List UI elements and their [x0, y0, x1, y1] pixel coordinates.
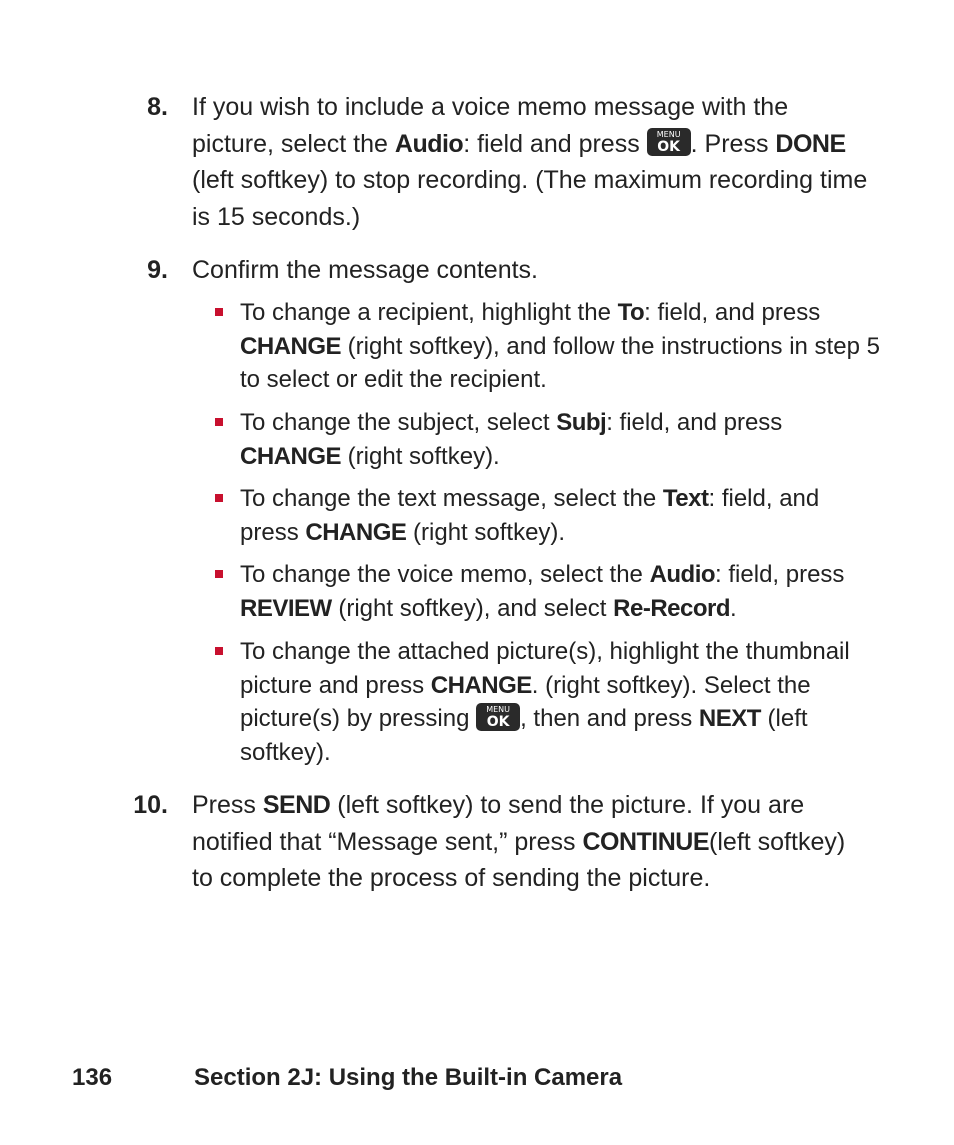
- done-softkey-label: DONE: [775, 129, 846, 158]
- bullet-square-icon: [215, 308, 223, 316]
- text-run: , then and press: [520, 705, 699, 732]
- change-softkey-label: CHANGE: [240, 442, 342, 470]
- bullet-item: [240, 296, 880, 397]
- bullet-item: [240, 635, 880, 769]
- text-run: : field and press: [463, 129, 647, 158]
- bullet-square-icon: [215, 494, 223, 502]
- bullet-square-icon: [215, 647, 223, 655]
- key-bottom-label: OK: [657, 138, 681, 155]
- text-run: (right softkey), and select: [331, 594, 614, 622]
- text-run: : field, and press: [606, 409, 783, 436]
- bullet-item: [240, 406, 880, 473]
- text-field-label: Text: [662, 485, 709, 512]
- text-run: (left softkey) to complete the process of sending the picture.: [192, 827, 846, 892]
- review-softkey-label: REVIEW: [240, 594, 332, 622]
- text-run: : field, and press: [240, 485, 820, 546]
- to-field-label: To: [617, 299, 645, 326]
- bullet-square-icon: [215, 418, 223, 426]
- step-text: Confirm the message contents.: [192, 256, 538, 284]
- send-softkey-label: SEND: [262, 791, 331, 819]
- text-run: To change the subject, select: [240, 409, 557, 436]
- text-run: (left softkey).: [240, 705, 808, 766]
- page-number: 136: [72, 1064, 113, 1091]
- text-run: (right softkey).: [341, 442, 500, 470]
- text-run: .: [730, 594, 737, 622]
- key-top-label: MENU: [656, 129, 681, 139]
- next-softkey-label: NEXT: [698, 705, 761, 732]
- text-run: : field, and press: [644, 299, 821, 326]
- text-run: : field, press: [715, 561, 845, 588]
- step-text: [192, 787, 872, 897]
- menu-ok-key-icon: [476, 703, 520, 731]
- re-record-option-label: Re-Record: [613, 594, 730, 622]
- text-run: (right softkey).: [406, 518, 566, 546]
- text-run: To change the text message, select the: [240, 485, 663, 512]
- change-softkey-label: CHANGE: [430, 671, 532, 699]
- text-run: To change the attached picture(s), highlight the thumbnail picture and press: [240, 638, 850, 699]
- audio-field-label: Audio: [394, 129, 464, 158]
- text-run: To change a recipient, highlight the: [240, 299, 618, 326]
- text-run: . Press: [690, 129, 776, 158]
- change-softkey-label: CHANGE: [240, 332, 342, 360]
- bullet-item: [240, 482, 880, 549]
- section-title: Section 2J: Using the Built-in Camera: [194, 1064, 623, 1091]
- key-bottom-label: OK: [486, 713, 510, 730]
- step-text: [192, 89, 872, 235]
- text-run: Press: [192, 791, 263, 819]
- step-number: 8.: [147, 93, 168, 121]
- subj-field-label: Subj: [556, 409, 607, 436]
- text-run: . (right softkey). Select the picture(s) by pressing: [240, 671, 811, 732]
- bullet-square-icon: [215, 570, 223, 578]
- key-top-label: MENU: [486, 704, 510, 714]
- continue-softkey-label: CONTINUE: [582, 827, 710, 856]
- bullet-item: [240, 558, 880, 625]
- text-run: (left softkey) to send the picture. If you are notified that “Message sent,” press: [192, 791, 805, 856]
- text-run: (right softkey), and follow the instructions in step 5 to select or edit the recipient.: [240, 332, 880, 393]
- change-softkey-label: CHANGE: [305, 518, 407, 546]
- menu-ok-key-icon: [647, 128, 691, 156]
- text-run: (left softkey) to stop recording. (The maximum recording time is 15 seconds.): [192, 166, 868, 231]
- step-number: 9.: [147, 256, 168, 284]
- step-number: 10.: [133, 791, 168, 819]
- text-run: To change the voice memo, select the: [240, 561, 650, 588]
- audio-field-label: Audio: [649, 561, 716, 588]
- text-run: If you wish to include a voice memo message with the picture, select the: [192, 93, 789, 158]
